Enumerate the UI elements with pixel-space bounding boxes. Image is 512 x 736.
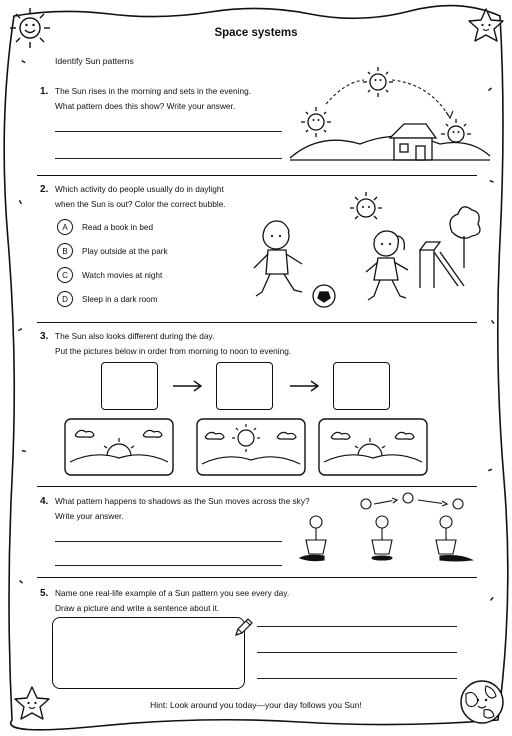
- question-2-text: [55, 182, 226, 211]
- answer-line[interactable]: [257, 678, 457, 679]
- answer-option-c[interactable]: [57, 267, 162, 283]
- answer-bubble[interactable]: A: [57, 219, 73, 235]
- arrow-right-icon: [290, 380, 320, 392]
- question-4-number: 4.: [40, 496, 49, 507]
- order-box-3[interactable]: [333, 362, 390, 410]
- question-3-line-2: Put the pictures below in order from morning to noon to evening.: [55, 345, 292, 356]
- answer-line[interactable]: [55, 131, 282, 132]
- slide-icon: [420, 242, 464, 288]
- page-subtitle: Identify Sun patterns: [55, 56, 134, 66]
- order-box-1[interactable]: [101, 362, 158, 410]
- answer-bubble[interactable]: C: [57, 267, 73, 283]
- house-icon: [390, 124, 436, 160]
- question-4-text: [55, 494, 310, 523]
- scene-card-noon: [196, 418, 306, 476]
- section-divider: [37, 577, 477, 578]
- section-divider: [37, 322, 477, 323]
- question-1-number: 1.: [40, 86, 49, 97]
- shadow-flowers-illustration: [300, 492, 480, 572]
- answer-option-b[interactable]: [57, 243, 168, 259]
- answer-line[interactable]: [55, 158, 282, 159]
- drawing-box[interactable]: [52, 617, 245, 689]
- answer-option-a[interactable]: [57, 219, 153, 235]
- question-2-line-2: when the Sun is out? Color the correct bubble.: [55, 198, 226, 209]
- star-icon: [466, 6, 506, 46]
- answer-line[interactable]: [257, 626, 457, 627]
- answer-line[interactable]: [257, 652, 457, 653]
- scene-card-evening: [64, 418, 174, 476]
- question-3-line-1: The Sun also looks different during the day.: [55, 331, 215, 341]
- scene-card-morning: [318, 418, 428, 476]
- answer-option-d[interactable]: [57, 291, 158, 307]
- question-1-text: [55, 84, 251, 113]
- question-5-line-1: Name one real-life example of a Sun pattern you see every day.: [55, 588, 290, 598]
- order-box-2[interactable]: [216, 362, 273, 410]
- question-2-line-1: Which activity do people usually do in daylight: [55, 184, 224, 194]
- answer-bubble[interactable]: D: [57, 291, 73, 307]
- flower-pot-icon: [436, 516, 472, 561]
- kids-playing-illustration: [240, 188, 480, 318]
- section-divider: [37, 486, 477, 487]
- tree-icon: [450, 207, 480, 268]
- option-label: Watch movies at night: [82, 270, 163, 280]
- pencil-icon: [232, 617, 254, 639]
- option-label: Sleep in a dark room: [82, 294, 158, 304]
- answer-line[interactable]: [55, 565, 282, 566]
- hint-text: Hint: Look around you today—your day follows you Sun!: [150, 700, 362, 710]
- section-divider: [37, 175, 477, 176]
- answer-line[interactable]: [55, 541, 282, 542]
- question-1-line-2: What pattern does this show? Write your answer.: [55, 100, 236, 111]
- question-3-text: [55, 329, 291, 358]
- question-5-number: 5.: [40, 588, 49, 599]
- question-4-line-2: Write your answer.: [55, 510, 124, 521]
- question-4-line-1: What pattern happens to shadows as the Sun moves across the sky?: [55, 496, 310, 506]
- option-label: Play outside at the park: [82, 246, 168, 256]
- flower-pot-icon: [372, 516, 392, 560]
- page-title: Space systems: [214, 27, 298, 39]
- question-3-number: 3.: [40, 331, 49, 342]
- question-2-number: 2.: [40, 184, 49, 195]
- answer-bubble[interactable]: B: [57, 243, 73, 259]
- arrow-right-icon: [173, 380, 203, 392]
- question-1-line-1: The Sun rises in the morning and sets in the evening.: [55, 86, 252, 96]
- sun-path-illustration: [290, 60, 490, 165]
- flower-pot-icon: [300, 516, 326, 561]
- question-5-line-2: Draw a picture and write a sentence about it.: [55, 602, 220, 613]
- question-5-text: [55, 586, 289, 615]
- option-label: Read a book in bed: [82, 222, 154, 232]
